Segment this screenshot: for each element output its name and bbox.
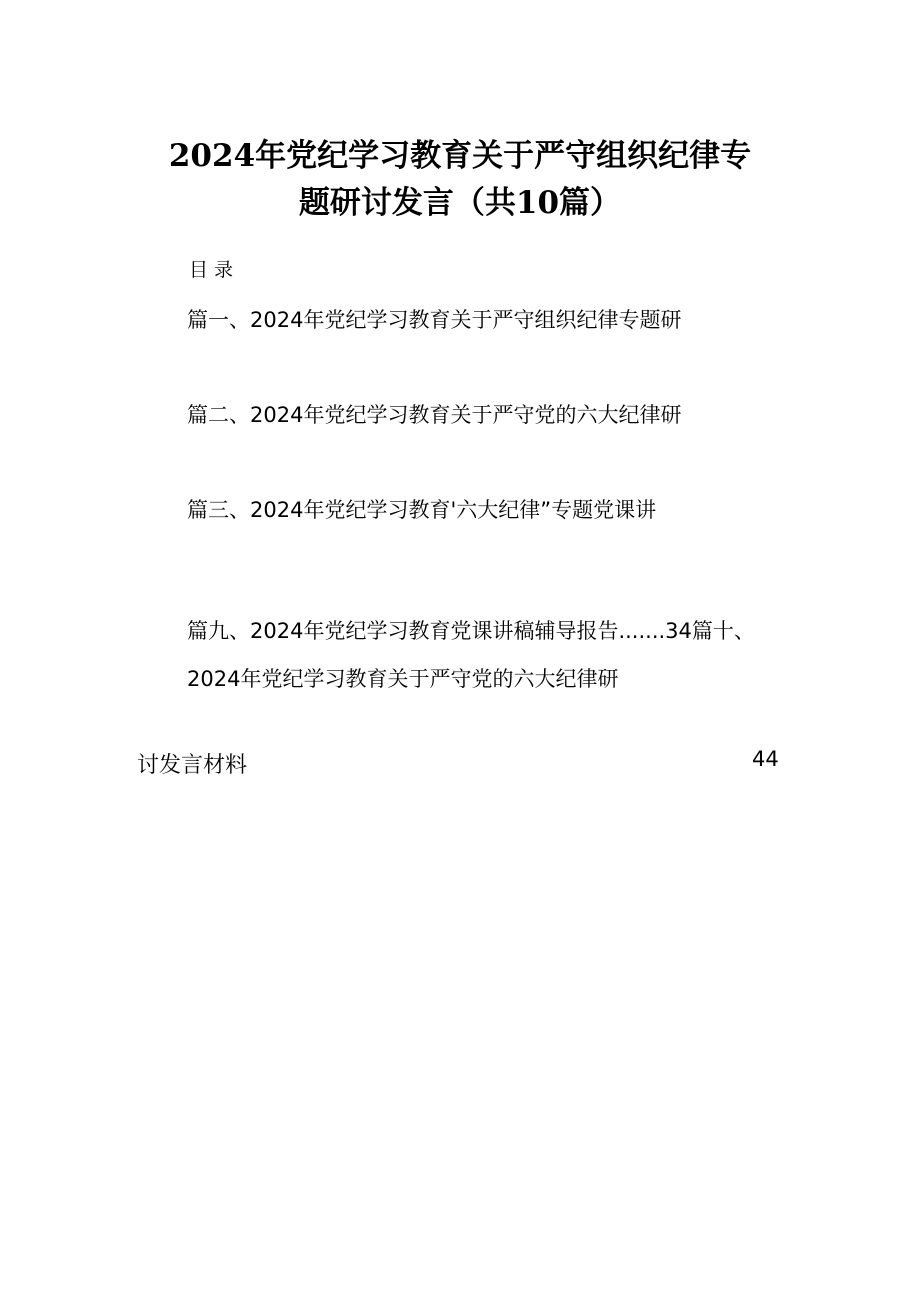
toc-entry-10: 2024年党纪学习教育关于严守党的六大纪律研 — [187, 667, 619, 691]
toc-heading: 目录 — [189, 259, 240, 281]
document-title-line-2: 题研讨发言（共10篇） — [298, 185, 622, 221]
document-title-line-1: 2024年党纪学习教育关于严守组织纪律专 — [168, 138, 752, 174]
toc-entry-9: 篇九、2024年党纪学习教育党课讲稿辅导报告.......34篇十、 — [187, 619, 755, 643]
toc-entry-1: 篇一、2024年党纪学习教育关于严守组织纪律专题研 — [187, 308, 682, 332]
toc-continuation-text: 讨发言材料 — [137, 753, 248, 778]
toc-entry-2: 篇二、2024年党纪学习教育关于严守党的六大纪律研 — [187, 403, 682, 427]
toc-page-number: 44 — [752, 747, 779, 771]
toc-entry-3: 篇三、2024年党纪学习教育'六大纪律”专题党课讲 — [187, 498, 657, 522]
